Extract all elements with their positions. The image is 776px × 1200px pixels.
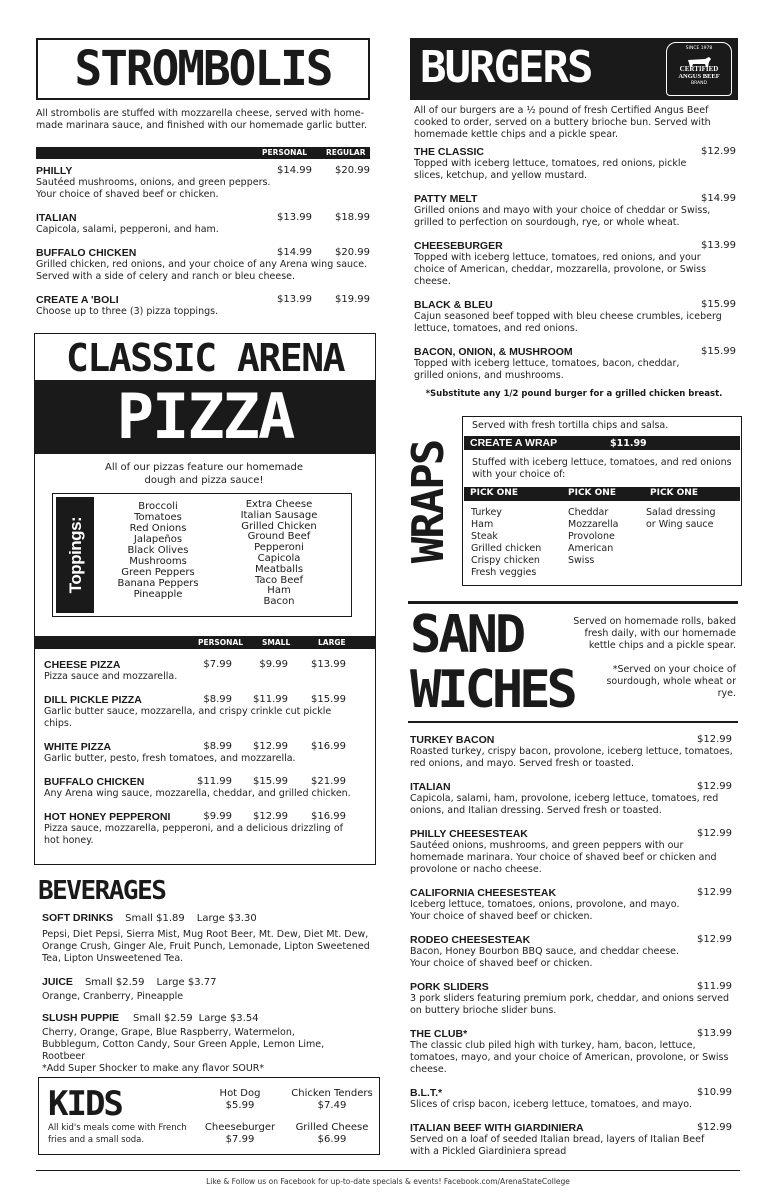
pick-one-3: PICK ONE — [650, 488, 698, 498]
sandwiches-rule-bottom — [408, 721, 738, 723]
item-desc: Grilled chicken, red onions, and your choice of any Arena wing sauce. Served with a side of celery and ranch or bleu cheese. — [36, 259, 368, 282]
sandwich-item — [410, 934, 736, 970]
sandwiches-title-2: WICHES — [410, 660, 574, 720]
price-large: Large $3.54 — [198, 1013, 259, 1024]
item-name: PHILLY CHEESESTEAK — [410, 828, 528, 840]
sandwich-item — [410, 734, 736, 770]
pizza-item — [44, 659, 350, 683]
topping: Ground Beef — [247, 531, 311, 543]
item-price-large: $16.99 — [311, 741, 346, 752]
beverage-slush-puppie — [42, 1012, 382, 1075]
sandwiches-rule-top — [408, 601, 738, 604]
pick-one-col-3 — [646, 507, 738, 531]
item-name: RODEO CHEESESTEAK — [410, 934, 531, 946]
kids-item-price: $7.99 — [225, 1134, 255, 1145]
item-price-small: $9.99 — [259, 659, 288, 670]
wrap-option: Ham — [471, 519, 494, 530]
sandwich-item — [410, 981, 736, 1017]
col-personal: PERSONAL — [198, 638, 244, 647]
certified-angus-beef-logo — [666, 42, 732, 96]
kids-item — [200, 1088, 280, 1112]
wrap-option: Fresh veggies — [471, 567, 537, 578]
item-desc: Pizza sauce, mozzarella, pepperoni, and a delicious drizzling of hot honey. — [44, 823, 344, 846]
item-name: PATTY MELT — [414, 193, 478, 205]
create-a-wrap-price: $11.99 — [610, 438, 647, 449]
item-name: ITALIAN — [36, 212, 77, 224]
item-name: CHEESEBURGER — [414, 240, 503, 252]
burger-item — [414, 193, 736, 229]
burgers-title: BURGERS — [420, 42, 592, 93]
wraps-title: WRAPS — [403, 440, 454, 564]
item-price: $12.99 — [697, 934, 732, 945]
item-desc: Any Arena wing sauce, mozzarella, cheddar, and grilled chicken. — [44, 788, 351, 799]
item-desc: Topped with iceberg lettuce, tomatoes, red onions, pickle slices, ketchup, and yellow mustard. — [414, 158, 687, 181]
topping: Extra Cheese — [245, 499, 313, 510]
topping: Pepperoni — [254, 542, 304, 554]
item-price-small: $11.99 — [253, 694, 288, 705]
pick-one-header — [464, 487, 740, 501]
item-price: $12.99 — [697, 828, 732, 839]
topping: Red Onions — [129, 523, 187, 534]
beverages-title: BEVERAGES — [38, 876, 166, 906]
burger-item — [414, 240, 736, 288]
item-name: SLUSH PUPPIE — [42, 1012, 120, 1024]
strombolis-intro: All strombolis are stuffed with mozzarella cheese, served with home-made marinara sauce, and finished with our homemade garlic butter. — [36, 108, 367, 131]
item-desc: 3 pork sliders featuring premium pork, cheddar, and onions served on buttery brioche slider buns. — [410, 993, 730, 1016]
topping: Bacon — [263, 596, 295, 608]
item-name: SOFT DRINKS — [42, 912, 114, 924]
item-name: BACON, ONION, & MUSHROOM — [414, 346, 573, 358]
sandwich-item — [410, 887, 736, 923]
sandwich-item — [410, 1028, 736, 1076]
topping: Jalapeños — [133, 534, 183, 545]
wrap-option: American — [568, 543, 614, 554]
topping: Capicola — [257, 552, 301, 564]
item-desc: Cherry, Orange, Grape, Blue Raspberry, Watermelon, Bubblegum, Cotton Candy, Sour Green Apple, Lemon Lime, Rootbeer — [42, 1027, 325, 1062]
pizza-item — [44, 741, 350, 765]
strombolis-title: STROMBOLIS — [74, 39, 332, 97]
sandwich-item — [410, 828, 736, 876]
item-price-small: $12.99 — [253, 811, 288, 822]
item-price-regular: $18.99 — [335, 212, 370, 223]
footer-text: Like & Follow us on Facebook for up-to-date specials & events! Facebook.com/ArenaStateCollege — [206, 1177, 570, 1186]
item-name: BUFFALO CHICKEN — [44, 776, 145, 788]
item-name: TURKEY BACON — [410, 734, 495, 746]
item-name: BUFFALO CHICKEN — [36, 247, 137, 259]
kids-desc: All kid's meals come with French fries and a small soda. — [48, 1123, 187, 1145]
sandwiches-title-1: SAND — [410, 605, 524, 665]
item-price-personal: $13.99 — [277, 212, 312, 223]
item-note: *Add Super Shocker to make any flavor SOUR* — [42, 1063, 265, 1074]
wrap-option: or Wing sauce — [646, 519, 714, 530]
toppings-label: Toppings: — [66, 516, 85, 594]
wrap-option: Salad dressing — [646, 507, 716, 518]
topping: Green Peppers — [121, 567, 195, 578]
item-desc: Sautéed mushrooms, onions, and green peppers. Your choice of shaved beef or chicken. — [36, 177, 271, 200]
burger-item — [414, 146, 736, 182]
item-price-personal: $14.99 — [277, 247, 312, 258]
item-price-regular: $19.99 — [335, 294, 370, 305]
kids-item-name: Hot Dog — [219, 1088, 261, 1099]
topping: Grilled Chicken — [241, 520, 317, 532]
item-name: B.L.T.* — [410, 1087, 443, 1099]
item-name: DILL PICKLE PIZZA — [44, 694, 142, 706]
item-price-personal: $13.99 — [277, 294, 312, 305]
pizza-item — [44, 776, 360, 800]
item-price: $12.99 — [697, 887, 732, 898]
kids-item-name: Grilled Cheese — [295, 1122, 369, 1133]
item-desc: Slices of crisp bacon, iceberg lettuce, tomatoes, and mayo. — [410, 1099, 692, 1110]
logo-line1: CERTIFIED — [679, 65, 719, 73]
kids-item — [196, 1122, 284, 1146]
toppings-col-1 — [96, 501, 220, 600]
price-large: Large $3.77 — [156, 977, 217, 988]
item-price: $13.99 — [697, 1028, 732, 1039]
wrap-option: Swiss — [568, 555, 595, 566]
item-price-regular: $20.99 — [335, 247, 370, 258]
strombolis-col-header — [36, 147, 370, 159]
item-desc: Pizza sauce and mozzarella. — [44, 671, 178, 682]
stromboli-item — [36, 212, 370, 236]
item-desc: Garlic butter, pesto, fresh tomatoes, and mozzarella. — [44, 753, 296, 764]
footer-rule — [36, 1170, 740, 1171]
wrap-option: Turkey — [471, 507, 502, 518]
item-desc: Capicola, salami, ham, provolone, iceberg lettuce, tomatoes, red onions, and Italian dressing. Served fresh or toasted. — [410, 793, 719, 816]
topping: Meatballs — [254, 563, 304, 575]
burgers-note: *Substitute any 1/2 pound burger for a grilled chicken breast. — [425, 389, 723, 399]
pick-one-col-2 — [568, 507, 648, 567]
item-price-large: $21.99 — [311, 776, 346, 787]
wrap-option: Cheddar — [568, 507, 609, 518]
item-price: $15.99 — [701, 299, 736, 310]
item-name: BLACK & BLEU — [414, 299, 493, 311]
pizza-intro: All of our pizzas feature our homemade dough and pizza sauce! — [104, 462, 304, 486]
pick-one-1: PICK ONE — [470, 488, 518, 498]
item-price-personal: $11.99 — [197, 776, 232, 787]
item-desc: Grilled onions and mayo with your choice of cheddar or Swiss, grilled to perfection on sourdough, rye, or whole wheat. — [414, 205, 711, 228]
topping: Mushrooms — [129, 556, 187, 567]
logo-line2: ANGUS BEEF — [678, 73, 720, 80]
kids-item-name: Chicken Tenders — [291, 1088, 373, 1099]
item-desc: Cajun seasoned beef topped with bleu cheese crumbles, iceberg lettuce, tomatoes, and red onions. — [414, 311, 722, 334]
item-price-personal: $7.99 — [203, 659, 232, 670]
create-a-wrap-desc: Stuffed with iceberg lettuce, tomatoes, and red onions with your choice of: — [472, 457, 732, 480]
item-price-personal: $14.99 — [277, 165, 312, 176]
pick-one-2: PICK ONE — [568, 488, 616, 498]
item-price-personal: $8.99 — [203, 694, 232, 705]
topping: Taco Beef — [254, 574, 304, 586]
cow-icon — [685, 53, 713, 65]
item-price-small: $12.99 — [253, 741, 288, 752]
topping: Pineapple — [133, 589, 183, 600]
sandwiches-intro: Served on homemade rolls, baked fresh daily, with our homemade kettle chips and a pickle spear. — [573, 616, 736, 651]
price-small: Small $2.59 — [84, 977, 145, 988]
topping: Banana Peppers — [117, 578, 199, 589]
topping: Broccoli — [138, 501, 178, 512]
pick-one-col-1 — [471, 507, 567, 579]
sandwich-item — [410, 781, 736, 817]
item-name: ITALIAN — [410, 781, 451, 793]
item-name: CHEESE PIZZA — [44, 659, 121, 671]
item-name: PORK SLIDERS — [410, 981, 489, 993]
create-a-wrap-name: CREATE A WRAP — [470, 437, 558, 449]
topping: Italian Sausage — [240, 509, 318, 521]
item-name: CREATE A 'BOLI — [36, 294, 119, 306]
pizza-item — [44, 694, 350, 730]
item-price-small: $15.99 — [253, 776, 288, 787]
col-small: SMALL — [262, 638, 291, 647]
wrap-option: Crispy chicken — [471, 555, 540, 566]
logo-line3: BRAND — [691, 81, 707, 86]
price-large: Large $3.30 — [196, 913, 257, 924]
wrap-option: Mozzarella — [568, 519, 619, 530]
item-name: PHILLY — [36, 165, 73, 177]
beverage-soft-drinks — [42, 912, 382, 965]
item-name: ITALIAN BEEF WITH GIARDINIERA — [410, 1122, 584, 1134]
stromboli-item — [36, 247, 370, 283]
item-price: $15.99 — [701, 346, 736, 357]
item-desc: The classic club piled high with turkey, ham, bacon, lettuce, tomatoes, mayo, and your choice of American, provolone, or Swiss cheese. — [410, 1040, 729, 1075]
topping: Tomatoes — [134, 512, 182, 523]
item-desc: Bacon, Honey Bourbon BBQ sauce, and cheddar cheese. Your choice of shaved beef or chicken. — [410, 946, 680, 969]
item-price-personal: $8.99 — [203, 741, 232, 752]
topping: Black Olives — [127, 545, 189, 556]
item-price: $11.99 — [697, 981, 732, 992]
kids-item — [286, 1088, 378, 1112]
col-large: LARGE — [318, 638, 346, 647]
kids-item — [288, 1122, 376, 1146]
kids-item-name: Cheeseburger — [204, 1122, 276, 1133]
pizza-item — [44, 811, 360, 847]
kids-title: KIDS — [48, 1084, 122, 1124]
beverage-juice — [42, 976, 382, 1003]
item-price: $12.99 — [697, 781, 732, 792]
item-price-large: $13.99 — [311, 659, 346, 670]
item-price-regular: $20.99 — [335, 165, 370, 176]
logo-top: SINCE 1978 — [685, 46, 713, 51]
item-desc: Served on a loaf of seeded Italian bread, layers of Italian Beef with a Pickled Giardiniera spread — [410, 1134, 705, 1157]
col-regular: REGULAR — [326, 148, 366, 157]
kids-item-price: $5.99 — [225, 1100, 255, 1111]
sandwich-item — [410, 1087, 736, 1111]
burger-item — [414, 346, 736, 382]
item-price-large: $15.99 — [311, 694, 346, 705]
item-desc: Pepsi, Diet Pepsi, Sierra Mist, Mug Root Beer, Mt. Dew, Diet Mt. Dew, Orange Crush, Ginger Ale, Fruit Punch, Lemonade, Lipton Sweetened Tea, Lipton Unsweetened Tea. — [42, 929, 370, 964]
wrap-option: Steak — [471, 531, 498, 542]
stromboli-item — [36, 165, 370, 201]
item-price: $12.99 — [697, 734, 732, 745]
item-desc: Garlic butter sauce, mozzarella, and crispy crinkle cut pickle chips. — [44, 706, 332, 729]
price-small: Small $2.59 — [133, 1013, 193, 1024]
item-price: $14.99 — [701, 193, 736, 204]
col-personal: PERSONAL — [262, 148, 308, 157]
item-desc: Capicola, salami, pepperoni, and ham. — [36, 224, 219, 235]
item-price: $13.99 — [701, 240, 736, 251]
pizza-title: PIZZA — [116, 380, 294, 453]
item-desc: Topped with iceberg lettuce, tomatoes, bacon, cheddar, grilled onions, and mushrooms. — [414, 358, 680, 381]
topping: Ham — [267, 585, 291, 597]
sandwiches-note: *Served on your choice of sourdough, whole wheat or rye. — [606, 664, 736, 699]
item-desc: Sautéed onions, mushrooms, and green peppers with our homemade marinara. Your choice of shaved beef or chicken and provolone or nacho cheese. — [410, 840, 717, 875]
item-name: HOT HONEY PEPPERONI — [44, 811, 171, 823]
item-desc: Orange, Cranberry, Pineapple — [42, 991, 184, 1002]
item-desc: Choose up to three (3) pizza toppings. — [36, 306, 219, 317]
item-desc: Iceberg lettuce, tomatoes, onions, provolone, and mayo. Your choice of shaved beef or chicken. — [410, 899, 680, 922]
item-name: THE CLASSIC — [414, 146, 485, 158]
item-price: $10.99 — [697, 1087, 732, 1098]
item-price: $12.99 — [701, 146, 736, 157]
item-price-large: $16.99 — [311, 811, 346, 822]
kids-item-price: $7.49 — [317, 1100, 347, 1111]
wrap-option: Grilled chicken — [471, 543, 542, 554]
burgers-intro: All of our burgers are a ½ pound of fresh Certified Angus Beef cooked to order, served on a buttery brioche bun. Served with homemade kettle chips and a pickle spear. — [414, 105, 711, 140]
item-desc: Roasted turkey, crispy bacon, provolone, iceberg lettuce, tomatoes, red onions, and mayo. Served fresh or toasted. — [410, 746, 733, 769]
kids-item-price: $6.99 — [317, 1134, 347, 1145]
item-name: WHITE PIZZA — [44, 741, 112, 753]
sandwich-item — [410, 1122, 736, 1158]
burger-item — [414, 299, 736, 335]
item-price-personal: $9.99 — [203, 811, 232, 822]
price-small: Small $1.89 — [125, 913, 185, 924]
item-desc: Topped with iceberg lettuce, tomatoes, red onions, and your choice of American, cheddar, mozzarella, provolone, or Swiss cheese. — [414, 252, 707, 287]
item-name: THE CLUB* — [410, 1028, 468, 1040]
wraps-intro: Served with fresh tortilla chips and salsa. — [472, 420, 669, 431]
wrap-option: Provolone — [568, 531, 615, 542]
item-name: JUICE — [42, 976, 73, 988]
pizza-title-classic-arena: CLASSIC ARENA — [66, 336, 344, 380]
toppings-col-2 — [216, 500, 342, 608]
item-name: CALIFORNIA CHEESESTEAK — [410, 887, 557, 899]
item-price: $12.99 — [697, 1122, 732, 1133]
pizza-col-header — [34, 636, 376, 649]
stromboli-item — [36, 294, 370, 318]
